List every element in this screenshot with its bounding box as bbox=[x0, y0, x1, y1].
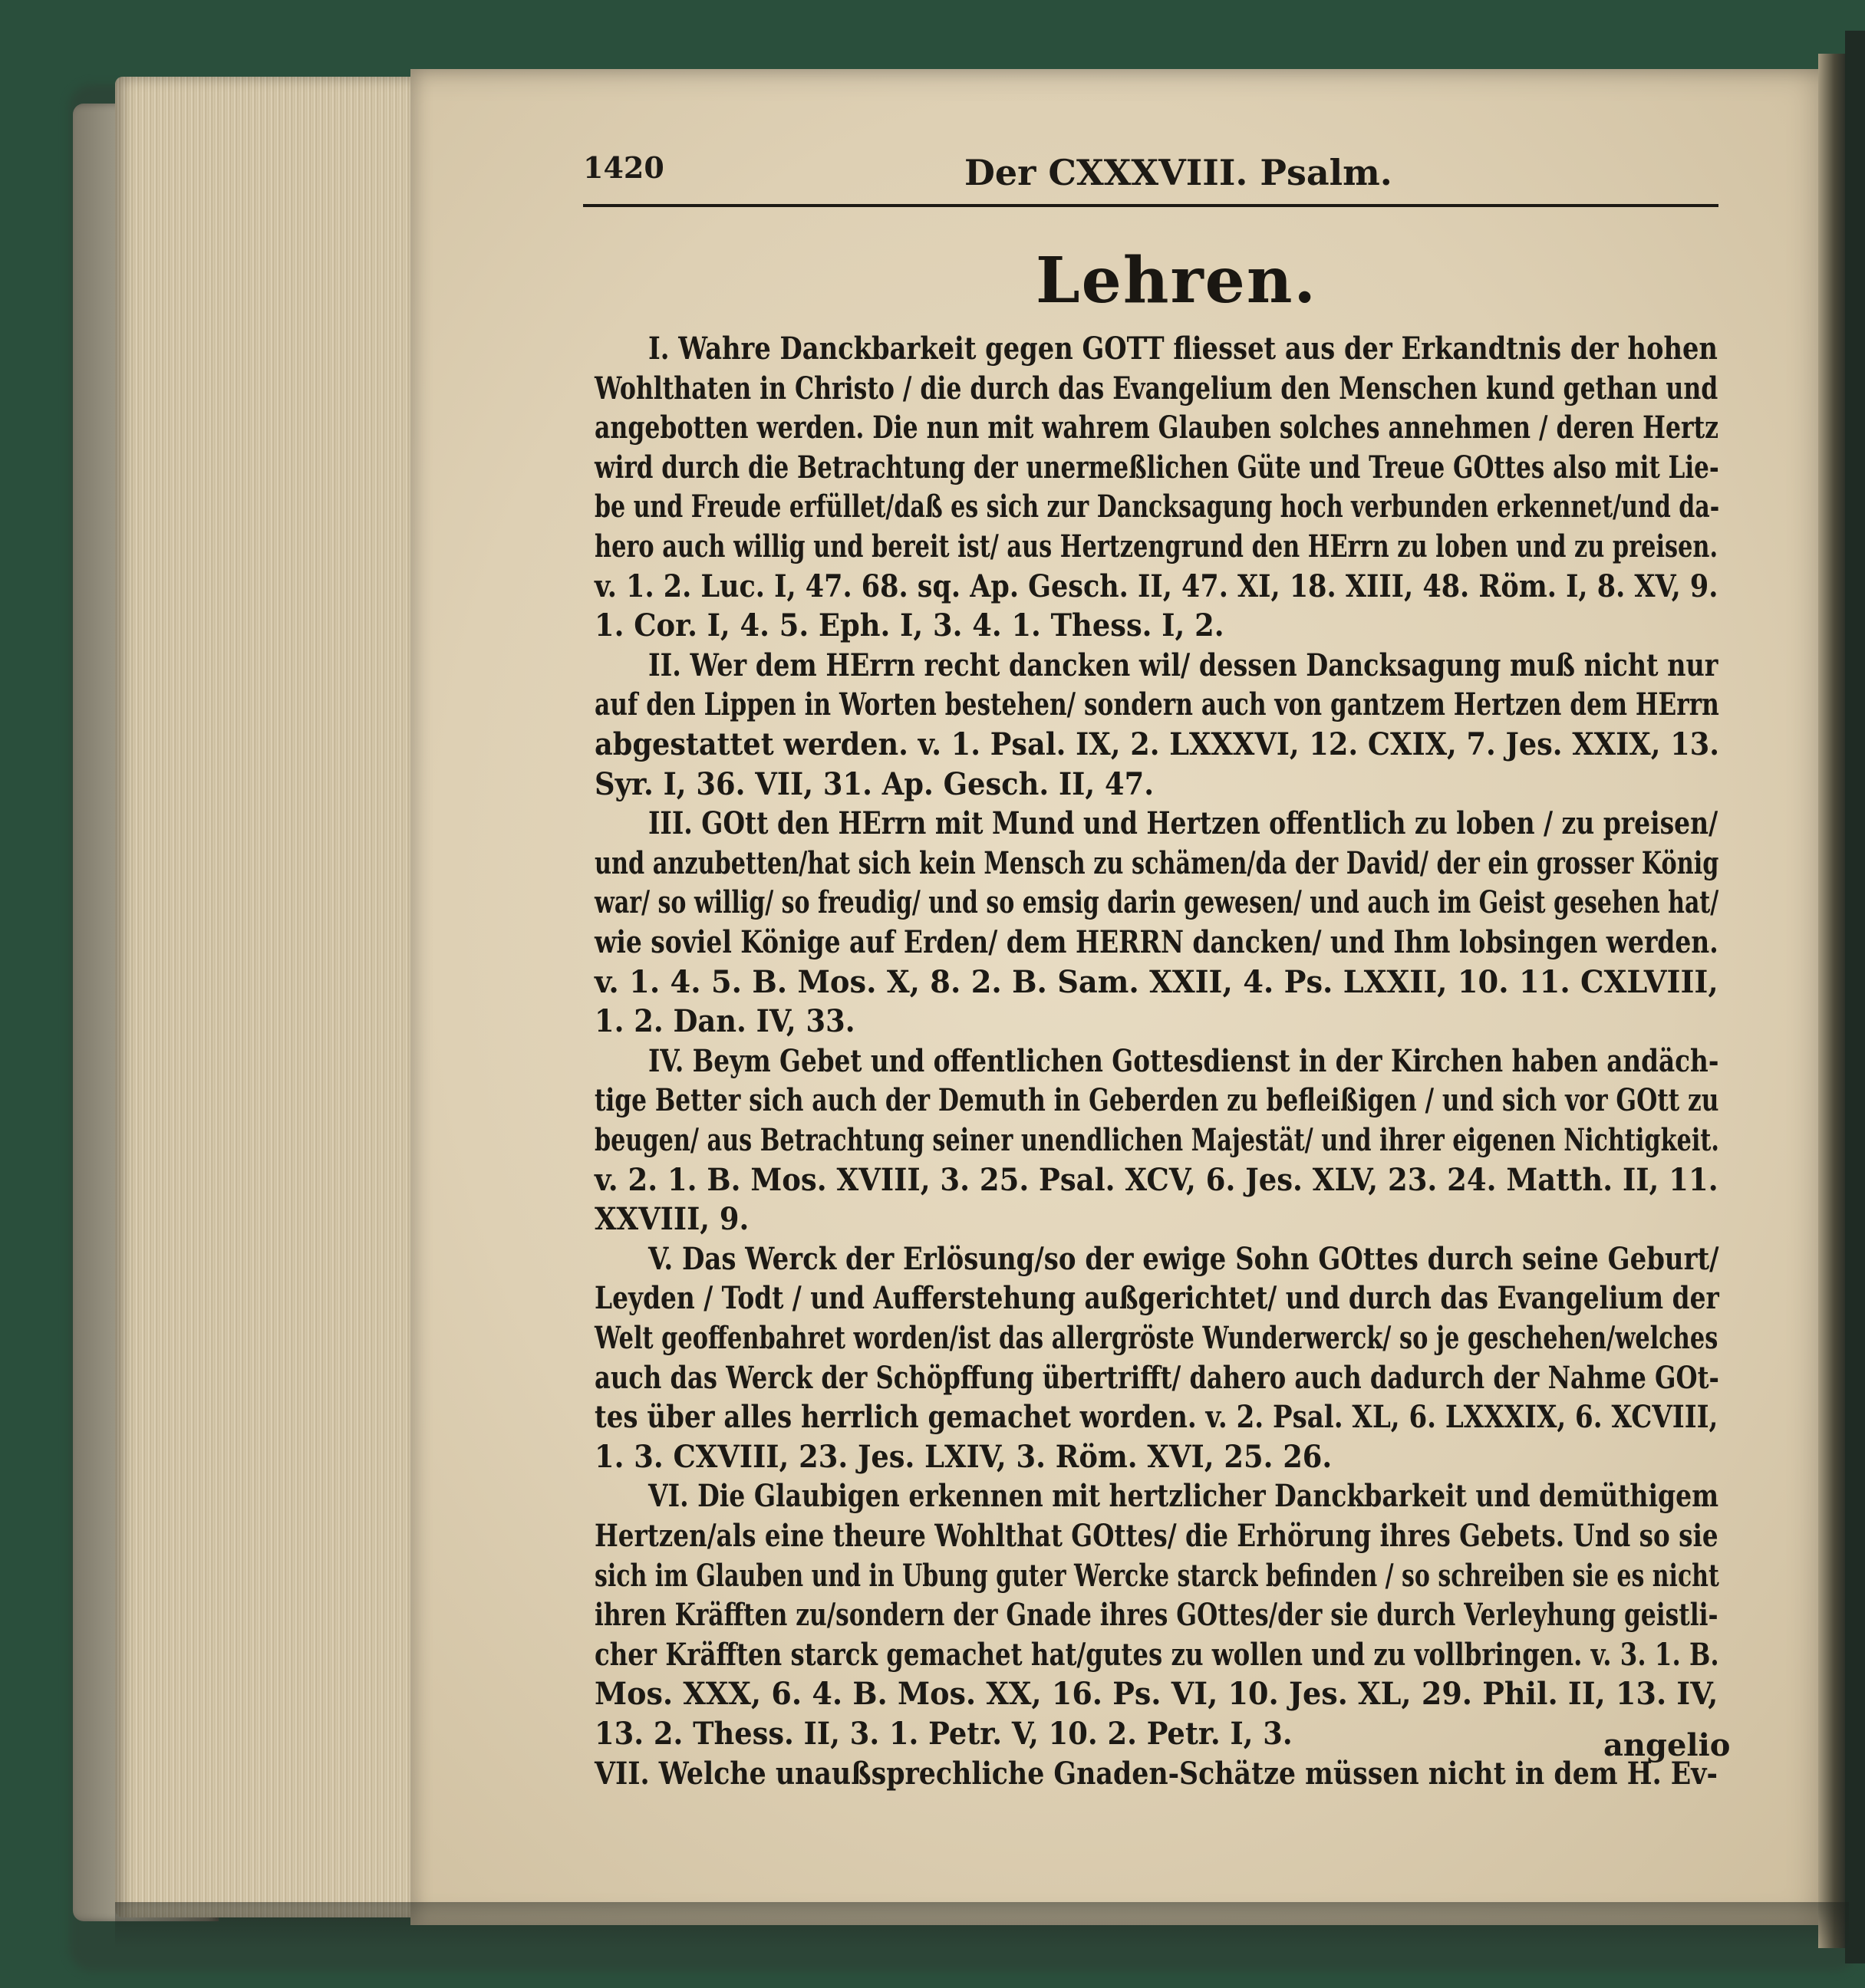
text-line: beugen/ aus Betrachtung seiner unendlichen Majestät/ und ihrer eigenen Nichtigkeit. bbox=[595, 1122, 1719, 1158]
text-line: sich im Glauben und in Ubung guter Wercke starck befinden / so schreiben sie es nicht bbox=[595, 1557, 1719, 1594]
text-line: v. 1. 2. Luc. I, 47. 68. sq. Ap. Gesch. II, 47. XI, 18. XIII, 48. Röm. I, 8. XV, 9. bbox=[595, 568, 1718, 604]
text-line: v. 2. 1. B. Mos. XVIII, 3. 25. Psal. XCV, 6. Jes. XLV, 23. 24. Matth. II, 11. bbox=[595, 1161, 1718, 1198]
text-line: 1. 2. Dan. IV, 33. bbox=[595, 1003, 855, 1040]
text-line: wird durch die Betrachtung der unermeßlichen Güte und Treue GOttes also mit Lie- bbox=[595, 449, 1719, 485]
text-line: III. GOtt den HErrn mit Mund und Hertzen offentlich zu loben / zu preisen/ bbox=[648, 805, 1718, 842]
running-head-title: Der CXXXVIII. Psalm. bbox=[964, 152, 1392, 193]
text-line: ihren Kräfften zu/sondern der Gnade ihres GOttes/der sie durch Verleyhung geistli- bbox=[595, 1597, 1718, 1634]
text-line: 1. Cor. I, 4. 5. Eph. I, 3. 4. 1. Thess. I, 2. bbox=[595, 607, 1224, 644]
text-line: Syr. I, 36. VII, 31. Ap. Gesch. II, 47. bbox=[595, 765, 1155, 802]
text-line: I. Wahre Danckbarkeit gegen GOTT fliesset aus der Erkandtnis der hohen bbox=[648, 331, 1718, 367]
text-line: IV. Beym Gebet und offentlichen Gottesdienst in der Kirchen haben andäch- bbox=[648, 1042, 1719, 1079]
text-line: Leyden / Todt / und Aufferstehung außgerichtet/ und durch das Evangelium der bbox=[595, 1280, 1719, 1317]
text-line: tige Better sich auch der Demuth in Geberden zu befleißigen / und sich vor GOtt zu bbox=[595, 1082, 1719, 1119]
text-line: abgestattet werden. v. 1. Psal. IX, 2. LXXXVI, 12. CXIX, 7. Jes. XXIX, 13. bbox=[595, 726, 1720, 762]
page-number: 1420 bbox=[583, 150, 664, 185]
text-line: VII. Welche unaußsprechliche Gnaden-Schätze müssen nicht in dem H. Ev- bbox=[595, 1755, 1718, 1792]
text-line: II. Wer dem HErrn recht dancken wil/ dessen Dancksagung muß nicht nur bbox=[648, 647, 1718, 683]
text-line: Welt geoffenbahret worden/ist das allergröste Wunderwerck/ so je geschehen/welches bbox=[595, 1320, 1718, 1356]
section-title: Lehren. bbox=[1036, 244, 1317, 318]
catchword: angelio bbox=[1603, 1727, 1731, 1763]
text-line: angebotten werden. Die nun mit wahrem Glauben solches annehmen / deren Hertz bbox=[595, 410, 1719, 446]
text-line: Wohlthaten in Christo / die durch das Evangelium den Menschen kund gethan und bbox=[595, 370, 1718, 406]
text-line: tes über alles herrlich gemachet worden. v. 2. Psal. XL, 6. LXXXIX, 6. XCVIII, bbox=[595, 1399, 1718, 1436]
text-line: Mos. XXX, 6. 4. B. Mos. XX, 16. Ps. VI, 10. Jes. XL, 29. Phil. II, 13. IV, bbox=[595, 1676, 1718, 1713]
text-line: VI. Die Glaubigen erkennen mit hertzlicher Danckbarkeit und demüthigem bbox=[648, 1478, 1719, 1515]
text-line: wie soviel Könige auf Erden/ dem HERRN dancken/ und Ihm lobsingen werden. bbox=[595, 924, 1718, 960]
text-line: V. Das Werck der Erlösung/so der ewige Sohn GOttes durch seine Geburt/ bbox=[648, 1240, 1719, 1277]
text-line: Hertzen/als eine theure Wohlthat GOttes/ die Erhörung ihres Gebets. Und so sie bbox=[595, 1518, 1718, 1554]
text-line: war/ so willig/ so freudig/ und so emsig darin gewesen/ und auch im Geist gesehen hat/ bbox=[595, 884, 1719, 921]
text-line: und anzubetten/hat sich kein Mensch zu schämen/da der David/ der ein grosser König bbox=[595, 844, 1719, 881]
text-line: v. 1. 4. 5. B. Mos. X, 8. 2. B. Sam. XXII, 4. Ps. LXXII, 10. 11. CXLVIII, bbox=[595, 963, 1718, 1000]
text-line: 1. 3. CXVIII, 23. Jes. LXIV, 3. Röm. XVI, 25. 26. bbox=[595, 1438, 1333, 1475]
text-line: cher Kräfften starck gemachet hat/gutes zu wollen und zu vollbringen. v. 3. 1. B. bbox=[595, 1636, 1719, 1673]
text-line: XXVIII, 9. bbox=[595, 1201, 750, 1238]
text-line: be und Freude erfüllet/daß es sich zur Dancksagung hoch verbunden erkennet/und da- bbox=[595, 489, 1720, 525]
text-line: auf den Lippen in Worten bestehen/ sondern auch von gantzem Hertzen dem HErrn bbox=[595, 686, 1719, 723]
text-line: 13. 2. Thess. II, 3. 1. Petr. V, 10. 2. Petr. I, 3. bbox=[595, 1716, 1293, 1752]
text-line: hero auch willig und bereit ist/ aus Hertzengrund den HErrn zu loben und zu preisen. bbox=[595, 528, 1718, 564]
text-line: auch das Werck der Schöpffung übertrifft/ dahero auch dadurch der Nahme GOt- bbox=[595, 1359, 1719, 1396]
